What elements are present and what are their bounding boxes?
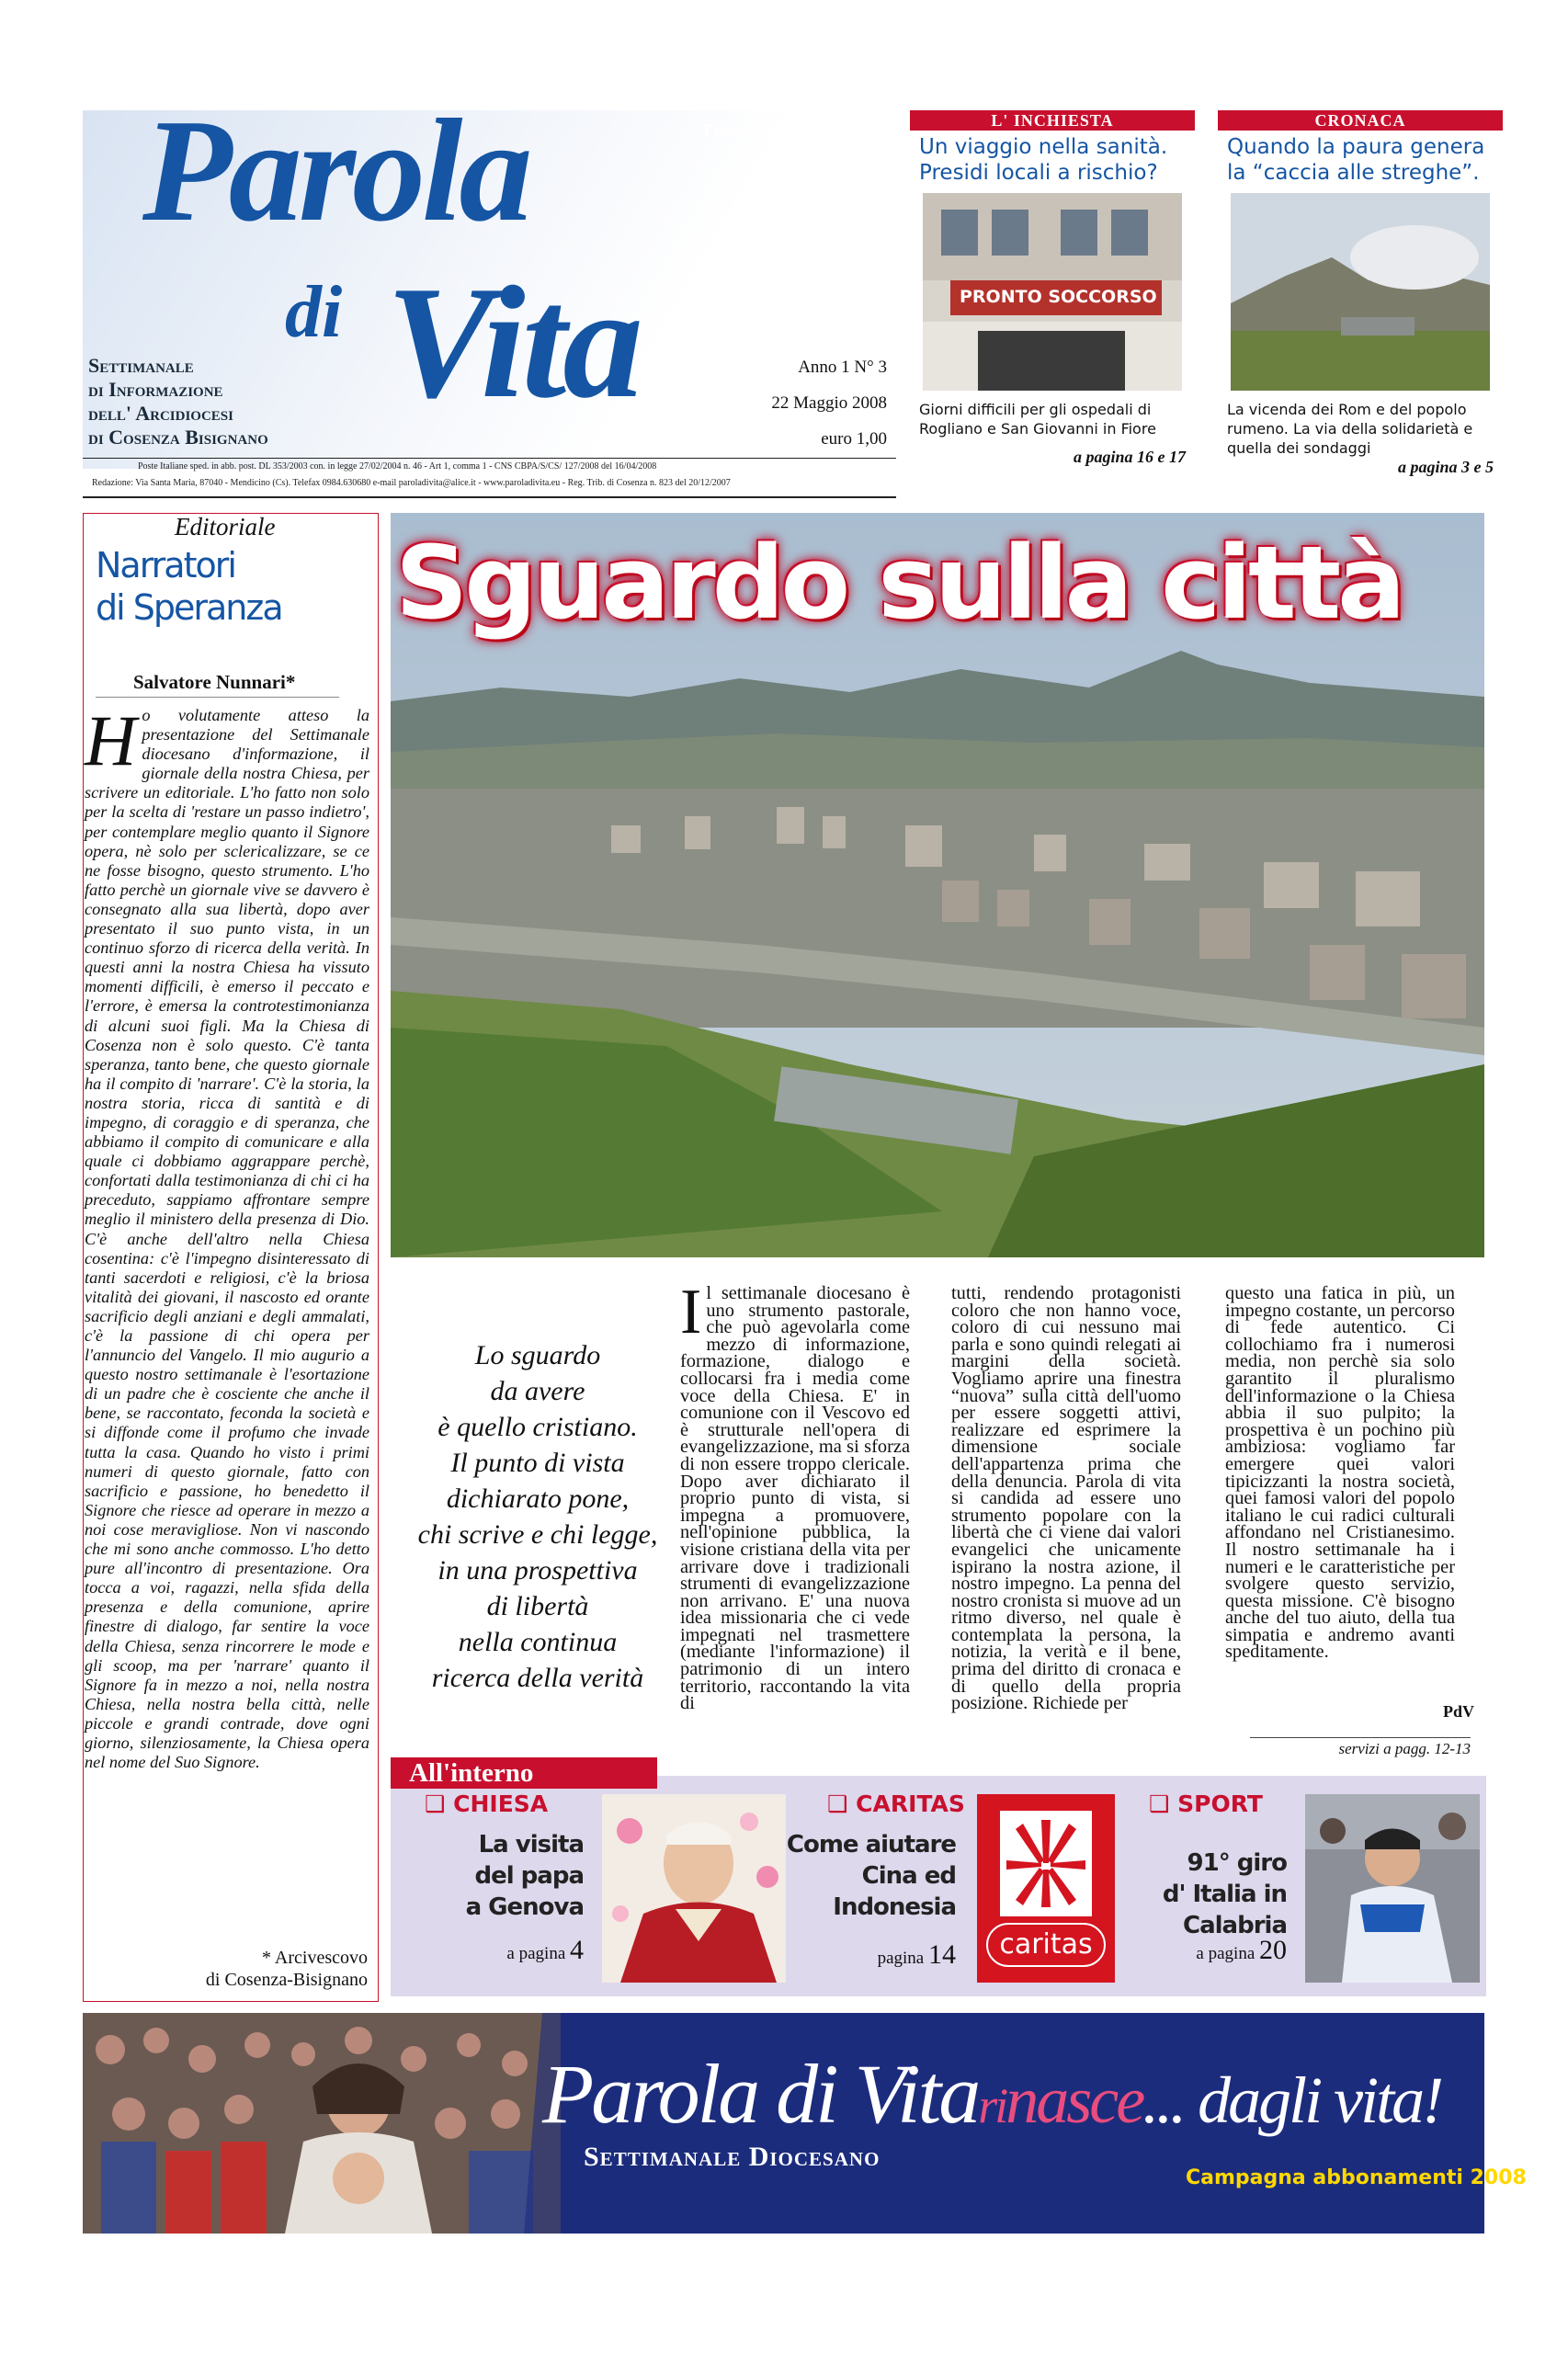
quote-line: da avere xyxy=(490,1376,585,1406)
checkbox-icon: ❑ xyxy=(827,1790,857,1817)
title-line: d' Italia in xyxy=(1162,1881,1287,1908)
banner-title xyxy=(542,2045,1441,2143)
pronto-soccorso-sign: PRONTO SOCCORSO xyxy=(960,287,1157,307)
banner-title-part: ... dagli vita! xyxy=(1142,2063,1442,2137)
editorial-label: Editoriale xyxy=(175,513,276,540)
quote-line: ricerca della verità xyxy=(431,1663,644,1693)
logo-parola: Parola xyxy=(142,88,529,252)
section-chiesa[interactable] xyxy=(425,1790,548,1817)
checkbox-icon: ❑ xyxy=(1149,1790,1178,1817)
section-name: CHIESA xyxy=(453,1790,549,1817)
section-label: CRONACA xyxy=(1218,110,1503,131)
pull-quote xyxy=(404,1337,671,1696)
quote-line: nella continua xyxy=(458,1627,618,1657)
masthead-subtitle xyxy=(88,354,268,449)
drop-cap: I xyxy=(680,1277,702,1347)
quote-line: dichiarato pone, xyxy=(446,1483,630,1514)
section-name: SPORT xyxy=(1177,1790,1263,1817)
title-line: 91° giro xyxy=(1187,1849,1287,1877)
issue-date: 22 Maggio 2008 xyxy=(771,393,887,413)
title-line: di Speranza xyxy=(96,587,282,628)
teaser-headline: Quando la paura genera la “caccia alle streghe”. xyxy=(1227,135,1485,185)
article-signature: PdV xyxy=(1443,1702,1475,1721)
caritas-wordmark: caritas xyxy=(986,1923,1106,1967)
banner-title-nasce: nasce xyxy=(1006,2063,1143,2137)
banner-subtitle: Settimanale Diocesano xyxy=(584,2142,881,2172)
issue-price: euro 1,00 xyxy=(821,429,887,449)
quote-line: chi scrive e chi legge, xyxy=(417,1519,658,1550)
chiesa-title xyxy=(404,1829,584,1923)
quote-line: in una prospettiva xyxy=(437,1555,638,1586)
title-line: Cina ed xyxy=(861,1862,956,1890)
title-line: Indonesia xyxy=(833,1893,956,1921)
subtitle-line: di Cosenza Bisignano xyxy=(88,426,268,449)
editorial-body xyxy=(85,700,369,1772)
signature-line: di Cosenza-Bisignano xyxy=(205,1970,368,1990)
quote-line: è quello cristiano. xyxy=(437,1412,638,1442)
article-column-2: tutti, rendendo protagonisti coloro che non hanno voce, coloro di cui nessuno mai parla e sono quindi relegati ai margini della società. Vogliamo aprire una finestra “nuova” sulla città dell'uomo per essere soggetti attivi, realizzare ed esprimere la dimensione sociale dell'appartenza prima che della denuncia. Parola di vita si candida ad essere uno strumento popolare con la libertà che ci viene dai valori evangelici che unicamente ispirano la nostra azione, il nostro impegno. La penna del nostro cronista si muove ad un ritmo diverso, nel quale è contemplata la persona, la notizia, la verità e il bene, prima del diritto di cronaca e di quello della propria posizione. Richiede per xyxy=(951,1283,1181,1714)
logo-vita: Vita xyxy=(386,253,640,431)
editorial-title xyxy=(96,544,282,629)
article-text: l settimanale diocesano è uno strumento pastorale, che può agevolarla come mezzo di informazione, formazione, dialogo e collocarsi fra i media come voce della Chiesa. E' in comunione con il Vescovo ed è strutturale nell'opera di evangelizzazione, ma si sforza di non essere troppo clericale. Dopo aver dichiarato il proprio punto di vista, si impegna a promuovere, nell'opinione pubblica, la visione cristiana della vita per arrivare dove i tradizionali strumenti di evangelizzazione non arrivano. E' una nuova idea missionaria che ci vede impegnati nel trasmettere (mediante l'informazione) il patrimonio di un intero territorio, raccontando la vita di xyxy=(680,1283,910,1714)
services-page-ref[interactable]: servizi a pagg. 12-13 xyxy=(1250,1737,1471,1758)
page-label: pagina xyxy=(877,1949,925,1968)
legal-line: Poste Italiane sped. in abb. post. DL 353/2003 con. in legge 27/02/2004 n. 46 - Art 1, comma 1 - CNS CBPA/S/CS/ 127/2008 del 16/04/2008 xyxy=(138,461,657,472)
page-label: a pagina xyxy=(1196,1944,1256,1963)
editorial-signature xyxy=(138,1947,368,1991)
issue-info xyxy=(735,349,887,457)
chiesa-page-ref[interactable] xyxy=(404,1935,584,1966)
divider xyxy=(96,697,339,698)
page-number: 20 xyxy=(1259,1935,1287,1965)
crowd-photo xyxy=(83,2013,561,2234)
title-line: Come aiutare xyxy=(786,1831,956,1859)
title-line: Calabria xyxy=(1183,1912,1287,1939)
editorial-office-line: Redazione: Via Santa Maria, 87040 - Mendicino (Cs). Telefax 0984.630680 e-mail paroladivita@alice.it - www.paroladivita.eu - Reg. Trib. di Cosenza n. 823 del 20/12/2007 xyxy=(92,478,731,488)
main-headline: Sguardo sulla città xyxy=(395,524,1403,642)
title-line: La visita xyxy=(478,1831,584,1859)
subtitle-line: Settimanale xyxy=(88,354,194,377)
pope-photo xyxy=(602,1794,786,1983)
founded-label: Fondato nel 1925 xyxy=(703,121,848,141)
hospital-photo xyxy=(923,193,1182,391)
sport-page-ref[interactable] xyxy=(1131,1935,1287,1966)
editorial-author: Salvatore Nunnari* xyxy=(133,671,296,693)
quote-line: di libertà xyxy=(486,1591,589,1621)
page-number: 14 xyxy=(928,1939,956,1970)
divider xyxy=(83,458,896,459)
page-label: a pagina xyxy=(506,1944,566,1963)
inside-label: All'interno xyxy=(391,1757,657,1789)
page-number: 4 xyxy=(570,1935,584,1965)
banner-title-ri: ri xyxy=(978,2078,1006,2133)
divider xyxy=(83,496,896,498)
caritas-page-ref[interactable] xyxy=(772,1939,956,1971)
sport-title xyxy=(1131,1847,1287,1941)
title-line: del papa xyxy=(474,1862,584,1890)
teaser-page-ref[interactable]: a pagina 16 e 17 xyxy=(1073,448,1186,466)
article-column-3: questo una fatica in più, un impegno costante, un percorso di fede autentico. Ci collochiamo fra i numerosi media, non perchè sia solo garantito il pluralismo dell'informazione o la Chiesa abbia il suo pulpito; la prospettiva è un pochino più ambiziosa: vogliamo far emergere quei valori tipicizzanti la nostra società, quei famosi valori del popolo italiano le cui radici culturali affondano nel Cristianesimo. Il nostro settimanale ha i numeri e le caratteristiche per svolgere questo servizio, questa missione. C'è bisogno anche del tuo aiuto, della tua simpatia e andremo avanti speditamente. xyxy=(1225,1283,1455,1663)
logo-di: di xyxy=(285,272,343,353)
subtitle-line: di Informazione xyxy=(88,378,223,401)
caritas-title xyxy=(772,1829,956,1923)
quote-line: Il punto di vista xyxy=(450,1448,625,1478)
cyclist-photo xyxy=(1305,1794,1480,1983)
editorial-text: o volutamente atteso la presentazione del Settimanale diocesano d'informazione, il giornale della nostra Chiesa, per scrivere un editoriale. L'ho fatto non solo per la scelta di 'restare un passo indietro', per contemplare meglio quanto il Signore opera, nè solo per sclericalizzare, se ce ne fosse bisogno, questo strumento. L'ho fatto perchè un giornale vive se davvero è consegnato alla sua libertà, dopo aver presentato il suo punto vista, in un continuo sforzo di ricerca della verità. In questi anni la nostra Chiesa ha vissuto momenti difficili, è emerso il peccato e l'errore, è emersa la controtestimonianza di alcuni suoi figli. Ma la Chiesa di Cosenza non è solo questo. C'è tanta speranza, tanto bene, che questo giornale ha il compito di 'narrare'. C'è la storia, la nostra storia, ricca di santità e di impegno, di coraggio e di speranza, che abbiamo il compito di comunicare e alla quale ci dobbiamo aggrappare perchè, confortati dalla testimonianza di chi ci ha preceduto, sappiamo affrontare sempre meglio il ministero della presenza di Dio. C'è anche dell'altro nella Chiesa cosentina: c'è l'impegno disinteressato di tanti sacerdoti e religiosi, c'è la briosa vitalità dei giovani, il nascosto ed orante sacrificio degli anziani e degli ammalati, c'è la passione di chi opera per l'annuncio del Vangelo. Il mio augurio a questo nostro settimanale è l'esortazione di un padre che è cosciente che anche il bene, se raccontato, feconda la società e si diffonde come il profumo che invade tutta la casa. Quando ho visto i primi numeri di questo giornale, fatto con sacrificio e passione, ho benedetto il Signore che riesce ad operare in mezzo a noi cose meravigliose. Non vi nascondo che mi sono anche commosso. L'ho detto pure all'incontro di presentazione. Ora tocca a voi, ragazzi, nella sfida della presenza e della comunione, aprire finestre di dialogo, far sentire la voce della Chiesa, senza rincorrere le mode e gli scoop, ma per 'narrare' quanto il Signore fa in mezzo a noi, nella nostra Chiesa, nella nostra bella città, nelle piccole e grandi contrade, dove ogni giorno, silenziosamente, la Chiesa opera nel nome del Suo Signore. xyxy=(85,706,369,1772)
caritas-logo xyxy=(977,1794,1115,1983)
teaser-caption: Giorni difficili per gli ospedali di Rogliano e San Giovanni in Fiore xyxy=(919,401,1156,438)
campaign-label: Campagna abbonamenti 2008 xyxy=(1186,2166,1527,2189)
banner-title-part: Parola di Vita xyxy=(542,2047,979,2141)
teaser-headline: Un viaggio nella sanità. Presidi locali a rischio? xyxy=(919,135,1168,185)
teaser-cronaca[interactable] xyxy=(1218,110,1503,506)
article-column-1 xyxy=(680,1277,910,1714)
teaser-page-ref[interactable]: a pagina 3 e 5 xyxy=(1397,458,1494,476)
drop-cap: H xyxy=(85,700,137,780)
quote-line: Lo sguardo xyxy=(474,1340,601,1370)
teaser-caption: La vicenda dei Rom e del popolo rumeno. La via della solidarietà e quella dei sondaggi xyxy=(1227,401,1473,457)
issue-number: Anno 1 N° 3 xyxy=(798,358,887,377)
teaser-inchiesta[interactable] xyxy=(910,110,1195,506)
section-name: CARITAS xyxy=(856,1790,965,1817)
checkbox-icon: ❑ xyxy=(425,1790,454,1817)
section-sport[interactable] xyxy=(1149,1790,1263,1817)
subtitle-line: dell' Arcidiocesi xyxy=(88,402,233,425)
signature-line: * Arcivescovo xyxy=(262,1948,368,1968)
camp-fire-photo xyxy=(1231,193,1490,391)
section-caritas[interactable] xyxy=(827,1790,965,1817)
title-line: a Genova xyxy=(465,1893,584,1921)
section-label: L' INCHIESTA xyxy=(910,110,1195,131)
title-line: Narratori xyxy=(96,545,235,585)
